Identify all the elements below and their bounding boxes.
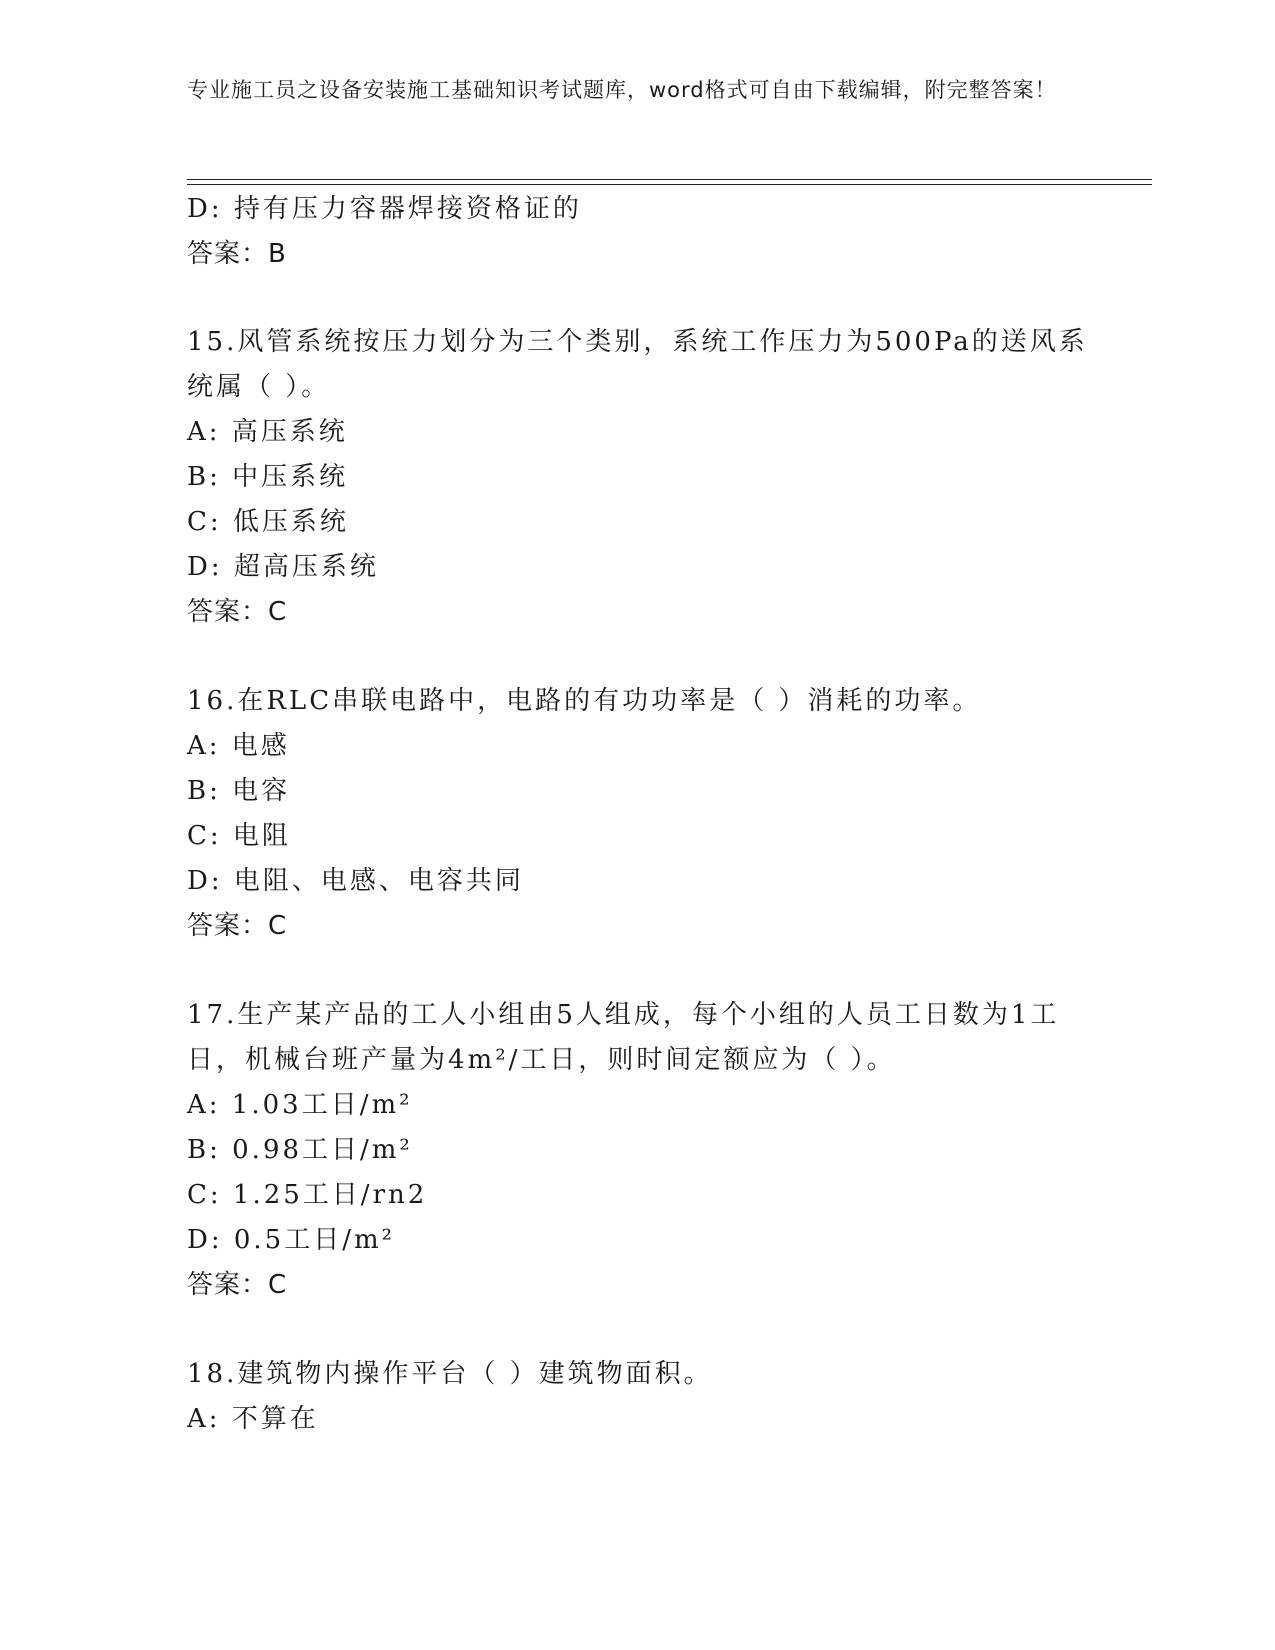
q17-answer: 答案：C (187, 1270, 288, 1300)
document-header: 专业施工员之设备安装施工基础知识考试题库，word格式可自由下载编辑，附完整答案！ (187, 78, 1057, 102)
q15-stem-line2: 统属（ ）。 (187, 372, 331, 402)
q16-stem-line1: 16.在RLC串联电路中，电路的有功功率是（ ）消耗的功率。 (187, 686, 982, 716)
q15-answer: 答案：C (187, 597, 288, 627)
q15-option-c: C: 低压系统 (187, 507, 349, 537)
q16-option-c: C: 电阻 (187, 821, 291, 851)
q16-answer: 答案：C (187, 911, 288, 941)
q17-option-d: D: 0.5工日/m² (187, 1225, 396, 1255)
q17-stem-line1: 17.生产某产品的工人小组由5人组成，每个小组的人员工日数为1工 (187, 1000, 1060, 1030)
q16-option-b: B: 电容 (187, 776, 291, 806)
q15-option-b: B: 中压系统 (187, 462, 349, 492)
q17-option-a: A: 1.03工日/m² (187, 1090, 413, 1120)
q17-option-c: C: 1.25工日/rn2 (187, 1180, 428, 1210)
q18-stem-line1: 18.建筑物内操作平台（ ）建筑物面积。 (187, 1359, 713, 1389)
q18-option-a: A: 不算在 (187, 1404, 319, 1434)
header-divider-bottom (187, 184, 1152, 185)
q17-stem-line2: 日，机械台班产量为4m²/工日，则时间定额应为（ ）。 (187, 1045, 896, 1075)
prev-answer: 答案：B (187, 239, 287, 269)
q15-stem-line1: 15.风管系统按压力划分为三个类别，系统工作压力为500Pa的送风系 (187, 327, 1088, 357)
q15-option-a: A: 高压系统 (187, 417, 348, 447)
q15-option-d: D: 超高压系统 (187, 552, 379, 582)
q17-option-b: B: 0.98工日/m² (187, 1135, 413, 1165)
prev-option-d: D: 持有压力容器焊接资格证的 (187, 194, 582, 224)
header-divider-top (187, 179, 1152, 180)
q16-option-d: D: 电阻、电感、电容共同 (187, 866, 524, 896)
q16-option-a: A: 电感 (187, 731, 290, 761)
